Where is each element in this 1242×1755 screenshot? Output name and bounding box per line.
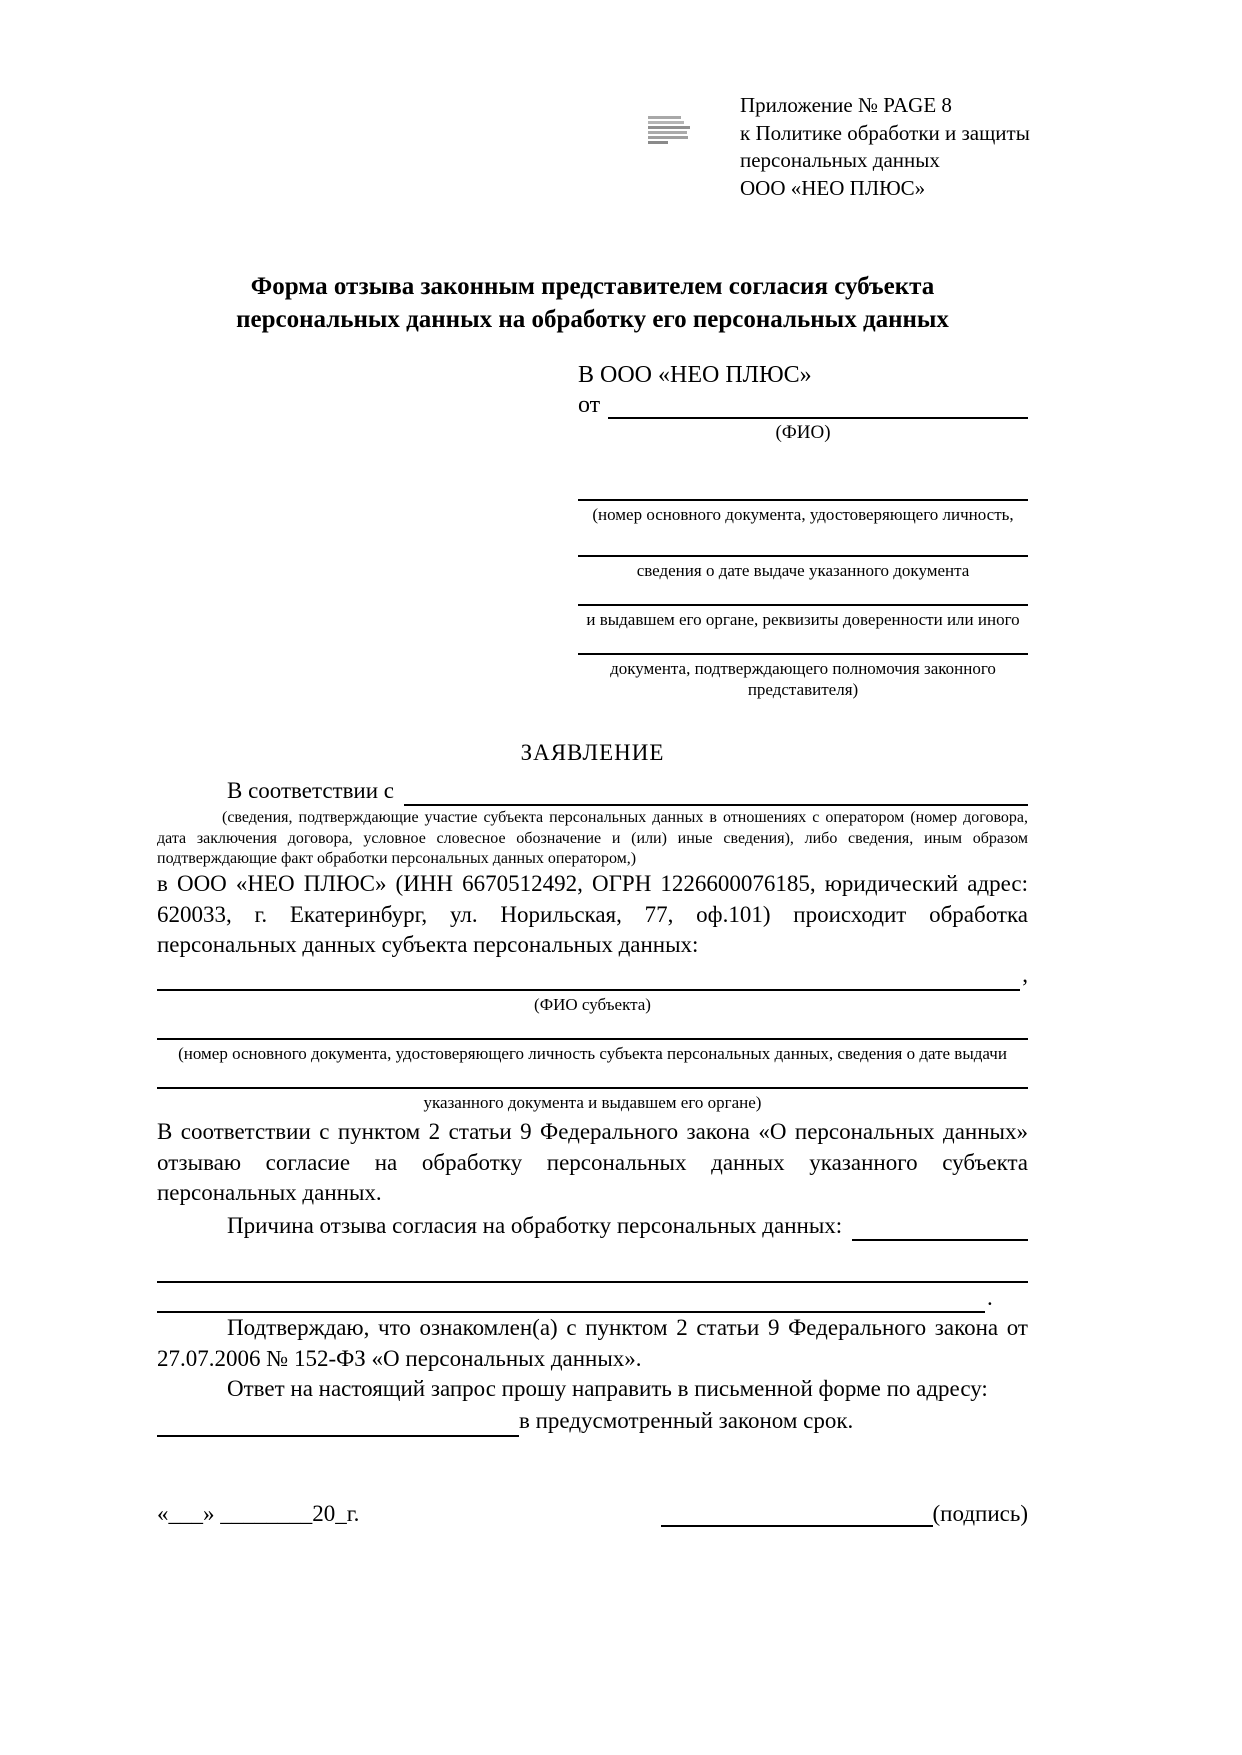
signature-caption: (подпись) xyxy=(932,1500,1028,1526)
reply-suffix: в предусмотренный законом срок. xyxy=(519,1408,854,1434)
personal-data-line: персональных данных xyxy=(740,148,940,173)
reason-continuation-row xyxy=(157,1283,1028,1313)
fill-in-line-reason xyxy=(852,1213,1028,1241)
fill-in-line-reason-continuation-1 xyxy=(157,1245,1028,1283)
operator-paragraph: в ООО «НЕО ПЛЮС» (ИНН 6670512492, ОГРН 1226600076185, юридический адрес: 620033, г. Екатеринбург, ул. Норильская, 77, оф.101) происходит обработка персональных данных субъекта персональных данных: xyxy=(157,871,1028,958)
company-name-line: ООО «НЕО ПЛЮС» xyxy=(740,176,926,201)
from-prefix: от xyxy=(578,392,601,418)
reason-row xyxy=(157,1211,1028,1241)
fill-in-line-subject-fio xyxy=(157,963,1020,991)
title-line-1: Форма отзыва законным представителем согласия субъекта xyxy=(250,273,935,300)
footer xyxy=(157,1499,1028,1527)
fill-in-line-basis xyxy=(404,778,1028,806)
fill-in-line-authority-document xyxy=(578,631,1028,655)
from-row xyxy=(578,391,1028,419)
subject-fio-row xyxy=(157,960,1028,990)
caption-fio: (ФИО) xyxy=(775,422,831,443)
confirmation-paragraph: Подтверждаю, что ознакомлен(а) с пунктом 2 статьи 9 Федерального закона от 27.07.2006 № 152-ФЗ «О персональных данных». xyxy=(157,1315,1028,1371)
intro-row xyxy=(157,776,1028,806)
fill-in-line-fio xyxy=(608,391,1028,419)
withdrawal-paragraph: В соответствии с пунктом 2 статьи 9 Федерального закона «О персональных данных» отзываю согласие на обработку персональных данных указанного субъекта персональных данных. xyxy=(157,1119,1028,1206)
document-title xyxy=(157,270,1028,336)
caption-document-number: (номер основного документа, удостоверяющего личность, xyxy=(592,504,1014,524)
policy-line: к Политике обработки и защиты xyxy=(740,120,1030,145)
reply-address-row xyxy=(157,1406,1028,1436)
trailing-comma: , xyxy=(1022,962,1028,988)
fill-in-line-issuing-authority xyxy=(578,581,1028,606)
reason-prefix: Причина отзыва согласия на обработку персональных данных: xyxy=(227,1212,843,1238)
date-line: «___» ________20_г. xyxy=(157,1500,360,1526)
caption-subject-document: (номер основного документа, удостоверяющего личность субъекта персональных данных, сведения о дате выдачи xyxy=(178,1043,1007,1063)
fill-in-line-subject-authority xyxy=(157,1064,1028,1089)
caption-subject-authority: указанного документа и выдавшем его органе) xyxy=(423,1093,762,1113)
fill-in-line-address xyxy=(157,1409,519,1437)
intro-prefix: В соответствии с xyxy=(227,778,395,803)
signature-block xyxy=(661,1499,1028,1527)
caption-authority-document: документа, подтверждающего полномочия законного представителя) xyxy=(610,658,996,699)
basis-explanation-note: (сведения, подтверждающие участие субъекта персональных данных в отношениях с оператором (номер договора, дата заключения договора, условное словесное обозначение и (или) иные сведения), либо сведения, иным образом подтверждающие факт обработки персональных данных оператором,) xyxy=(157,809,1028,867)
trailing-period: . xyxy=(987,1284,993,1310)
addressee-block xyxy=(578,362,1028,700)
fill-in-line-subject-document xyxy=(157,1015,1028,1040)
reply-request-line: Ответ на настоящий запрос прошу направить в письменной форме по адресу: xyxy=(227,1376,988,1401)
fill-in-line-issue-date xyxy=(578,525,1028,557)
fill-in-line-document-number xyxy=(578,445,1028,501)
fill-in-line-reason-continuation-2 xyxy=(157,1287,985,1313)
addressee-to: В ООО «НЕО ПЛЮС» xyxy=(578,362,812,388)
caption-issuing-authority: и выдавшем его органе, реквизиты доверенности или иного xyxy=(586,610,1020,630)
caption-subject-fio: (ФИО субъекта) xyxy=(534,994,651,1014)
statement-heading: ЗАЯВЛЕНИЕ xyxy=(520,740,665,765)
fill-in-line-signature xyxy=(661,1499,933,1527)
appendix-number-line: Приложение № PAGE 8 xyxy=(740,93,952,117)
caption-issue-date: сведения о дате выдаче указанного документа xyxy=(636,561,970,580)
title-line-2: персональных данных на обработку его персональных данных xyxy=(236,306,949,333)
